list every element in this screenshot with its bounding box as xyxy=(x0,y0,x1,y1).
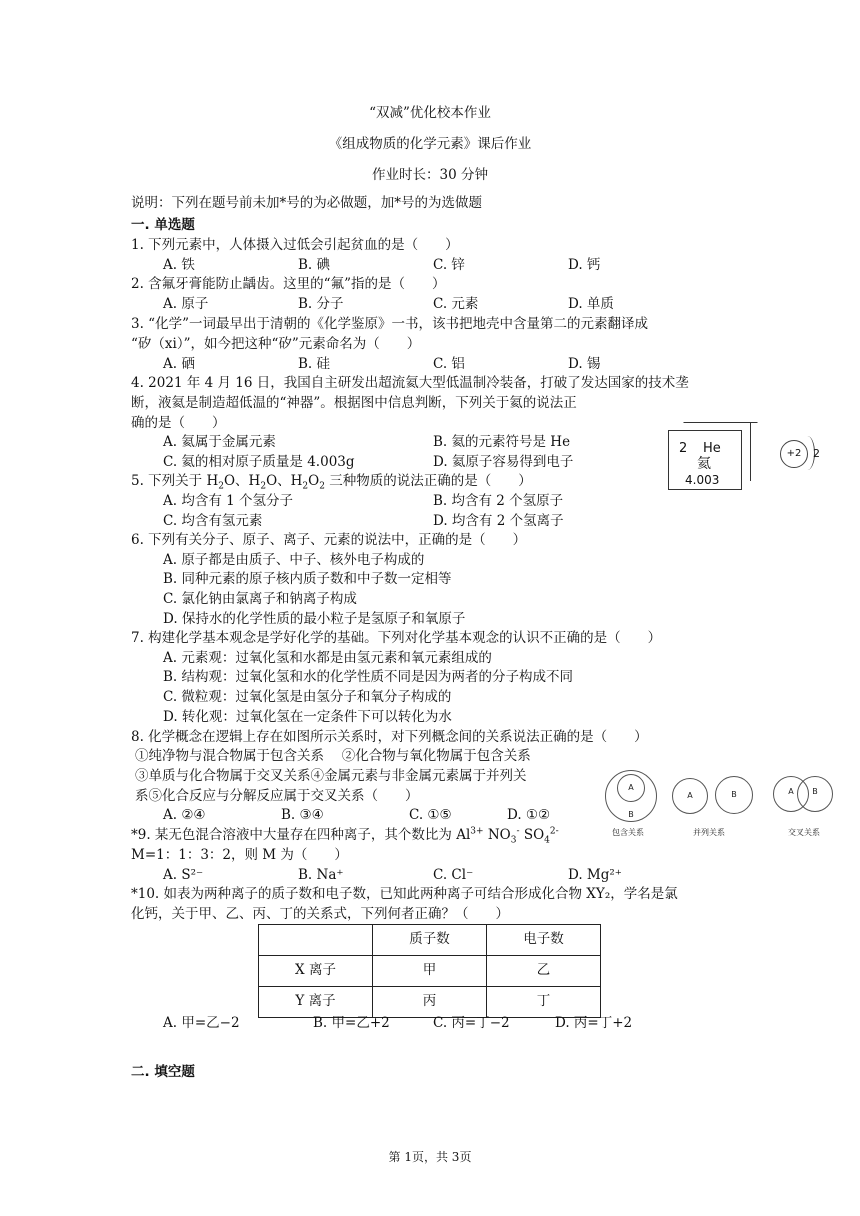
option-a[interactable]: A. 铁 xyxy=(163,257,195,273)
option-a[interactable]: A. 元素观：过氧化氢和水都是由氢元素和氧元素组成的 xyxy=(163,650,492,666)
caption-containment: 包含关系 xyxy=(612,828,644,837)
option-c[interactable]: C. 氦的相对原子质量是 4.003g xyxy=(163,454,355,470)
option-b[interactable]: B. 均含有 2 个氢原子 xyxy=(433,493,564,509)
table-cell: 甲 xyxy=(373,956,487,987)
table-header-cell: 电子数 xyxy=(487,925,601,956)
atomic-number: 2 xyxy=(679,441,688,456)
question-6-stem: 6. 下列有关分子、原子、离子、元素的说法中，正确的是（ ） xyxy=(131,532,527,548)
table-cell: 丁 xyxy=(487,987,601,1018)
question-5-options-row2 xyxy=(163,512,683,532)
option-d[interactable]: D. 均含有 2 个氢离子 xyxy=(433,513,564,529)
option-c[interactable]: C. 均含有氢元素 xyxy=(163,513,263,529)
header-title: “双减”优化校本作业 xyxy=(369,105,491,121)
option-a[interactable]: A. 甲=乙−2 xyxy=(163,1015,240,1031)
option-d[interactable]: D. 锡 xyxy=(568,356,601,372)
helium-nucleus: +2 xyxy=(780,440,808,468)
option-c[interactable]: C. Cl⁻ xyxy=(433,867,474,883)
question-7-stem: 7. 构建化学基本观念是学好化学的基础。下列对化学基本观念的认识不正确的是（ ） xyxy=(131,630,662,646)
question-2-options xyxy=(163,295,763,315)
option-c[interactable]: C. 锌 xyxy=(433,257,465,273)
parallel-circle-a: A xyxy=(672,778,708,814)
option-b[interactable]: B. 结构观：过氧化氢和水的化学性质不同是因为两者的分子构成不同 xyxy=(163,669,574,685)
option-d[interactable]: D. 钙 xyxy=(568,257,601,273)
question-4-stem-line1: 4. 2021 年 4 月 16 日，我国自主研发出超流氦大型低温制冷装备，打破了发达国家的技术垄 xyxy=(131,375,689,391)
option-d[interactable]: D. 单质 xyxy=(568,296,614,312)
option-a[interactable]: A. S²⁻ xyxy=(163,867,204,883)
option-b[interactable]: B. 碘 xyxy=(298,257,331,273)
table-cell: Y 离子 xyxy=(259,987,373,1018)
table-header-row xyxy=(259,925,601,956)
option-a[interactable]: A. ②④ xyxy=(163,807,206,823)
question-3-options xyxy=(163,355,763,375)
card-side-edge xyxy=(742,422,751,481)
option-d[interactable]: D. ①② xyxy=(507,807,551,823)
element-name: 氦 xyxy=(697,456,711,472)
option-b[interactable]: B. 分子 xyxy=(298,296,344,312)
question-9-stem-line2: M=1：1：3：2，则 M 为（ ） xyxy=(131,847,348,863)
option-b[interactable]: B. 硅 xyxy=(298,356,331,372)
question-5-stem: 5. 下列关于 $H_2O$、$H_2O$、$H_2O_2$ 三种物质的说法正确的是（ ） xyxy=(131,473,532,492)
option-a[interactable]: A. 均含有 1 个氢分子 xyxy=(163,493,294,509)
question-4-options-row1 xyxy=(163,433,683,453)
option-b[interactable]: B. 氦的元素符号是 He xyxy=(433,434,571,450)
option-d[interactable]: D. 转化观：过氧化氢在一定条件下可以转化为水 xyxy=(163,709,452,725)
option-b[interactable]: B. Na⁺ xyxy=(298,867,344,883)
option-d[interactable]: D. Mg²⁺ xyxy=(568,867,622,883)
option-c[interactable]: C. 微粒观：过氧化氢是由氢分子和氧分子构成的 xyxy=(163,689,452,705)
section-heading-fill-in: 二. 填空题 xyxy=(131,1064,195,1080)
table-cell: 乙 xyxy=(487,956,601,987)
question-2-stem: 2. 含氟牙膏能防止龋齿。这里的“氟”指的是（ ） xyxy=(131,276,446,292)
option-b[interactable]: B. ③④ xyxy=(281,807,324,823)
caption-intersect: 交叉关系 xyxy=(788,828,820,837)
table-header-cell: 质子数 xyxy=(373,925,487,956)
question-10-stem-line2: 化钙，关于甲、乙、丙、丁的关系式，下列何者正确？（ ） xyxy=(131,906,509,922)
option-a[interactable]: A. 氦属于金属元素 xyxy=(163,434,276,450)
ion-table xyxy=(258,924,601,1018)
option-d[interactable]: D. 丙=丁+2 xyxy=(555,1015,633,1031)
question-8-statement-line1: ①纯净物与混合物属于包含关系 ②化合物与氧化物属于包含关系 xyxy=(135,748,531,764)
question-5-options-row1 xyxy=(163,492,683,512)
question-10-stem-line1: *10. 如表为两种离子的质子数和电子数，已知此两种离子可结合形成化合物 XY₂，学名是氯 xyxy=(131,886,678,902)
question-9-stem-line1: *9. 某无色混合溶液中大量存在四种离子，其个数比为 $Al^{3+}$ $NO_3^-$ $SO_4^{2-}$ xyxy=(131,826,559,846)
option-c[interactable]: C. 铝 xyxy=(433,356,465,372)
question-3-stem-line2: “矽（xi）”，如今把这种“矽”元素命名为（ ） xyxy=(131,336,421,352)
option-b[interactable]: B. 同种元素的原子核内质子数和中子数一定相等 xyxy=(163,571,452,587)
worksheet-title: 《组成物质的化学元素》课后作业 xyxy=(328,136,532,152)
instructions-note: 说明：下列在题号前未加*号的为必做题，加*号的为选做题 xyxy=(131,195,482,211)
question-3-stem-line1: 3. “化学”一词最早出于清朝的《化学鉴原》一书，该书把地壳中含量第二的元素翻译成 xyxy=(131,316,648,332)
question-4-options-row2 xyxy=(163,453,683,473)
option-b[interactable]: B. 甲=乙+2 xyxy=(313,1015,390,1031)
question-8-options xyxy=(163,806,763,826)
option-a[interactable]: A. 硒 xyxy=(163,356,195,372)
question-8-statement-line2: ③单质与化合物属于交叉关系④金属元素与非金属元素属于并列关 xyxy=(135,768,527,784)
element-symbol: He xyxy=(703,441,721,456)
question-10-options xyxy=(163,1014,763,1034)
table-row xyxy=(259,987,601,1018)
option-c[interactable]: C. ①⑤ xyxy=(409,807,452,823)
question-8-stem: 8. 化学概念在逻辑上存在如图所示关系时，对下列概念间的关系说法正确的是（ ） xyxy=(131,729,648,745)
option-d[interactable]: D. 保持水的化学性质的最小粒子是氢原子和氧原子 xyxy=(163,611,466,627)
table-cell: X 离子 xyxy=(259,956,373,987)
table-header-cell xyxy=(259,925,373,956)
option-c[interactable]: C. 丙=丁−2 xyxy=(433,1015,510,1031)
section-heading-single-choice: 一. 单选题 xyxy=(131,217,195,233)
question-4-stem-line3: 确的是（ ） xyxy=(131,415,226,431)
intersect-circle-b: B xyxy=(797,776,833,812)
shell-electron-count: 2 xyxy=(813,447,820,460)
caption-parallel: 并列关系 xyxy=(693,828,725,837)
option-c[interactable]: C. 元素 xyxy=(433,296,479,312)
option-a[interactable]: A. 原子 xyxy=(163,296,209,312)
atomic-mass: 4.003 xyxy=(685,473,720,487)
duration-label: 作业时长：30 分钟 xyxy=(372,167,488,183)
question-9-options xyxy=(163,866,763,886)
table-row xyxy=(259,956,601,987)
option-c[interactable]: C. 氯化钠由氯离子和钠离子构成 xyxy=(163,591,357,607)
question-1-options xyxy=(163,256,763,276)
label-b: B xyxy=(628,810,634,819)
option-d[interactable]: D. 氦原子容易得到电子 xyxy=(433,454,574,470)
page-footer: 第 1页，共 3页 xyxy=(388,1150,472,1164)
intersect-circle-a: A xyxy=(773,776,809,812)
question-1-stem: 1. 下列元素中，人体摄入过低会引起贫血的是（ ） xyxy=(131,237,459,253)
question-4-stem-line2: 断，液氦是制造超低温的“神器”。根据图中信息判断，下列关于氦的说法正 xyxy=(131,395,577,411)
question-8-statement-line3: 系⑤化合反应与分解反应属于交叉关系（ ） xyxy=(135,788,419,804)
option-a[interactable]: A. 原子都是由质子、中子、核外电子构成的 xyxy=(163,552,425,568)
containment-inner-circle: A xyxy=(617,774,645,802)
parallel-circle-b: B xyxy=(715,776,753,814)
table-cell: 丙 xyxy=(373,987,487,1018)
